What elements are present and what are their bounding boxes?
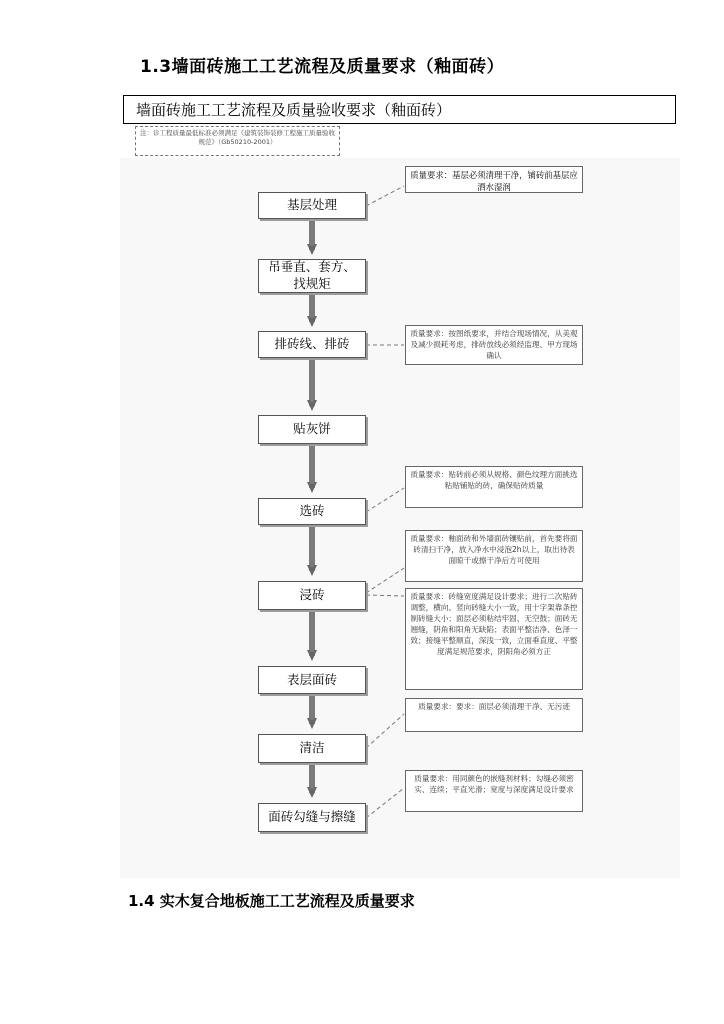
requirement-base-treatment: 质量要求：基层必须清理干净，铺砖前基层应洒水湿润	[405, 166, 583, 193]
standard-note: 注：诊工程质量最低标准必须满足《建筑装饰装修工程施工质量验收规范》（Gb50210-2001）	[135, 126, 340, 156]
requirement-tile-selection: 质量要求：贴砖前必须从规格、颜色纹理方面挑选粘贴铺贴的砖，确保贴砖质量	[405, 466, 583, 508]
callout-connectors	[366, 186, 404, 818]
requirement-surface-tiling: 质量要求：砖缝宽度满足设计要求；进行二次贴砖调整，横向、竖向砖缝大小一致，用十字架靠条控制砖缝大小；面层必须粘结牢固、无空鼓；面砖无翘缝，阴角和阳角无缺陷；表面平整洁净、色泽一致；接缝平整顺直，深浅一致，立面垂直度、平整度满足规范要求，阴阳角必须方正	[405, 588, 583, 690]
step-select-tiles: 选砖	[258, 498, 366, 525]
flow-connectors	[120, 158, 680, 878]
step-base-treatment: 基层处理	[258, 192, 366, 219]
step-cleaning: 清洁	[258, 734, 366, 763]
requirement-tile-soaking: 质量要求：釉面砖和外墙面砖镶贴前，首先要将面砖清扫干净，放入净水中浸泡2h以上，取出待表面晾干或擦干净后方可使用	[405, 530, 583, 582]
step-surface-tiling: 表层面砖	[258, 666, 366, 694]
step-plumb-square: 吊垂直、套方、找规矩	[258, 259, 366, 293]
section-heading-1-4: 1.4 实木复合地板施工工艺流程及质量要求	[128, 892, 415, 910]
section-heading-1-3: 1.3墙面砖施工工艺流程及质量要求（釉面砖）	[140, 57, 505, 77]
requirement-cleaning: 质量要求：要求：面层必须清理干净、无污迹	[405, 698, 583, 732]
step-soak-tiles: 浸砖	[258, 581, 366, 610]
step-grouting: 面砖勾缝与擦缝	[258, 803, 366, 832]
requirement-tile-layout: 质量要求：按图纸要求，并结合现场情况，从美观及减少损耗考虑，排砖放线必须经监理、甲方现场确认	[405, 325, 583, 365]
requirement-grouting: 质量要求：用同颜色的嵌缝剂材料；勾缝必须密实、连续；平直光滑；宽度与深度满足设计要求	[405, 770, 583, 812]
process-flowchart	[120, 158, 680, 878]
step-layout-tiles: 排砖线、排砖	[258, 331, 366, 358]
diagram-title: 墙面砖施工工艺流程及质量验收要求（釉面砖）	[123, 95, 676, 124]
step-mortar-pads: 贴灰饼	[258, 415, 366, 444]
